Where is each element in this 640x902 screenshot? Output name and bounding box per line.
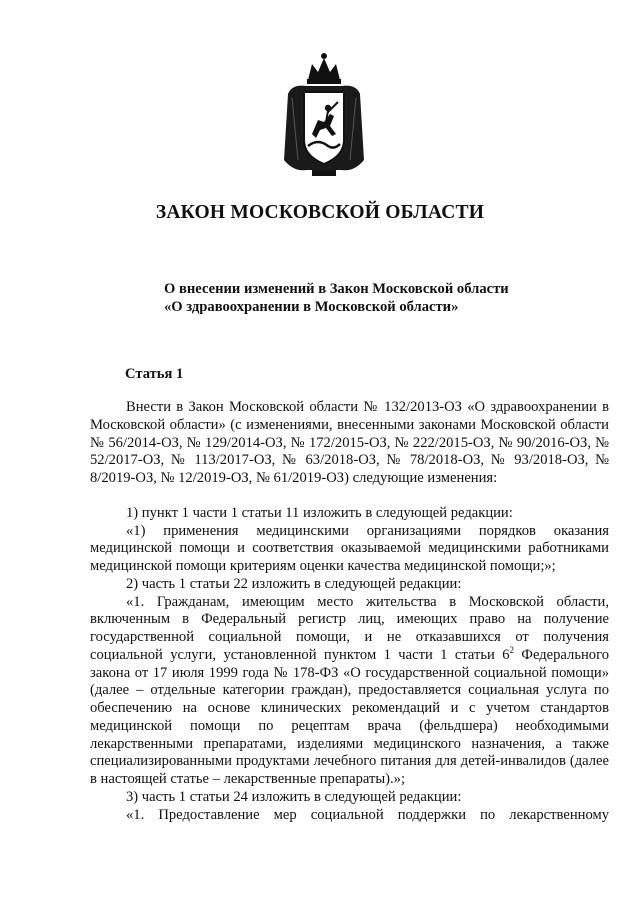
paragraph-item-1: 1) пункт 1 части 1 статьи 11 изложить в следующей редакции:: [126, 504, 513, 521]
document-title: ЗАКОН МОСКОВСКОЙ ОБЛАСТИ: [155, 202, 485, 223]
paragraph-item-3-text: «1. Предоставление мер социальной поддержки по лекарственному: [126, 806, 609, 823]
coat-of-arms-icon: [278, 50, 370, 180]
paragraph-intro: Внести в Закон Московской области № 132/2013-ОЗ «О здравоохранении в Московской области» (с изменениями, внесенными законами Московской области № 56/2014-ОЗ, № 129/2014-ОЗ, № 172/2015-ОЗ, № 222/2015-ОЗ, № 90/2016-ОЗ, № 52/2017-ОЗ, № 113/2017-ОЗ, № 63/2018-ОЗ, № 78/2018-ОЗ, № 93/2018-ОЗ, № 8/2019-ОЗ, № 12/2019-ОЗ, № 61/2019-ОЗ) следующие изменения:: [90, 399, 609, 486]
article-heading: Статья 1: [125, 366, 184, 382]
article-body: [90, 399, 609, 824]
paragraph-item-2-text: [90, 594, 609, 789]
paragraph-item-2: 2) часть 1 статьи 22 изложить в следующей редакции:: [126, 575, 462, 592]
text-segment: Федерального закона от 17 июля 1999 года № 178-ФЗ «О государственной социальной помощи» (далее – отдельные категории граждан), предоставляется социальная услуга по обеспечению на основе клинических рекомендаций и с учетом стандартов медицинской помощи по рецептам врача (фельдшера) необходимыми лекарственными препаратами, изделиями медицинского назначения, а также специализированными продуктами лечебного питания для детей-инвалидов (далее в настоящей статье – лекарственные препараты).»;: [90, 646, 609, 787]
paragraph-item-3: 3) часть 1 статьи 24 изложить в следующей редакции:: [126, 788, 462, 805]
paragraph-item-1-text: «1) применения медицинскими организациями порядков оказания медицинской помощи и соответствия оказываемой медицинскими работниками медицинской помощи критериям оценки качества медицинской помощи;»;: [90, 522, 609, 574]
text-segment: «1. Гражданам, имеющим место жительства в Московской области, включенным в Федеральный регистр лиц, имеющих право на получение государственной социальной помощи, и не отказавшихся от получения социальной услуги, установленной пунктом 1 части 1 статьи 6: [90, 593, 609, 663]
superscript: 2: [509, 644, 515, 655]
subtitle-line: О внесении изменений в Закон Московской области: [164, 281, 509, 297]
document-subtitle: [164, 280, 564, 316]
subtitle-line: «О здравоохранении в Московской области»: [164, 299, 459, 315]
